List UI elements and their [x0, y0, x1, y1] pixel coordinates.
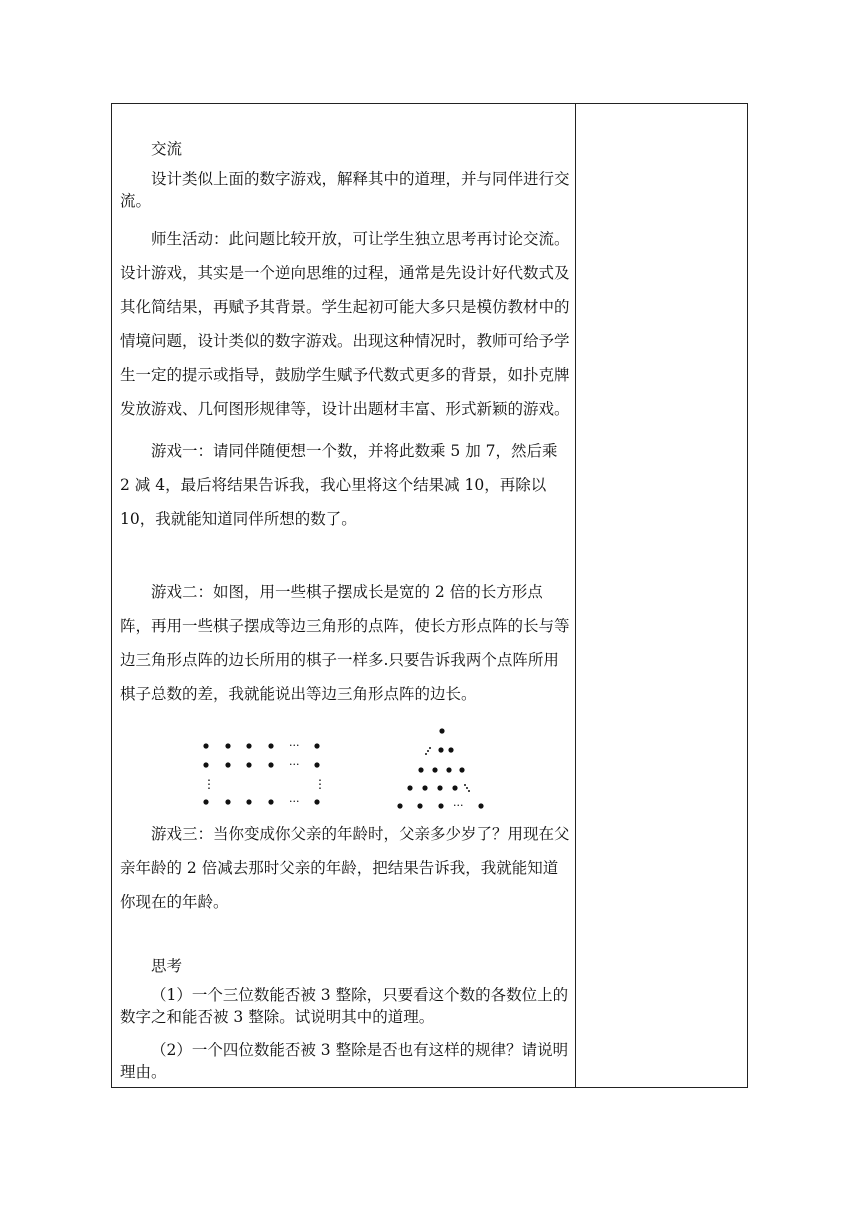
rect-ellipsis-left: ⋮	[203, 777, 215, 791]
think-heading: 思考	[151, 957, 183, 975]
exchange-heading: 交流	[151, 140, 183, 158]
rect-ellipsis-right: ⋮	[314, 777, 326, 791]
lesson-table	[111, 103, 748, 1088]
content-cell	[112, 104, 575, 1087]
rect-ellipsis-row1: ···	[289, 739, 300, 752]
triangle-ellipsis: ···	[453, 799, 464, 812]
think-question-1: （1）一个三位数能否被 3 整除，只要看这个数的各数位上的数字之和能否被 3 整除。试说明其中的道理。	[120, 986, 569, 1026]
triangle-dot-array	[397, 728, 483, 808]
exchange-prompt: 设计类似上面的数字游戏，解释其中的道理，并与同伴进行交流。	[120, 170, 570, 210]
rect-ellipsis-row2: ···	[289, 758, 300, 771]
column-divider	[575, 104, 576, 1087]
dot-pattern-figure	[112, 104, 575, 824]
teacher-student-activity: 师生活动：此问题比较开放，可让学生独立思考再讨论交流。设计游戏，其实是一个逆向思维的过程，通常是先设计好代数式及其化简结果，再赋予其背景。学生起初可能大多只是模仿教材中的情境问题，设计类似的数字游戏。出现这种情况时，教师可给予学生一定的提示或指导，鼓励学生赋予代数式更多的背景，如扑克牌发放游戏、几何图形规律等，设计出题材丰富、形式新颖的游戏。	[120, 230, 570, 418]
game-three: 游戏三：当你变成你父亲的年龄时，父亲多少岁了？用现在父亲年龄的 2 倍减去那时父亲的年龄，把结果告诉我，我就能知道你现在的年龄。	[120, 825, 570, 911]
rect-ellipsis-row3: ···	[289, 795, 300, 808]
think-question-2: （2）一个四位数能否被 3 整除是否也有这样的规律？请说明理由。	[120, 1041, 569, 1081]
game-one: 游戏一：请同伴随便想一个数，并将此数乘 5 加 7，然后乘 2 减 4，最后将结果告诉我，我心里将这个结果减 10，再除以 10，我就能知道同伴所想的数了。	[120, 442, 558, 528]
rectangle-dot-array	[203, 743, 319, 804]
game-two: 游戏二：如图，用一些棋子摆成长是宽的 2 倍的长方形点阵，再用一些棋子摆成等边三角形的点阵，使长方形点阵的长与等边三角形点阵的边长所用的棋子一样多.只要告诉我两个点阵所用棋子总数的差，我就能说出等边三角形点阵的边长。	[120, 583, 570, 703]
